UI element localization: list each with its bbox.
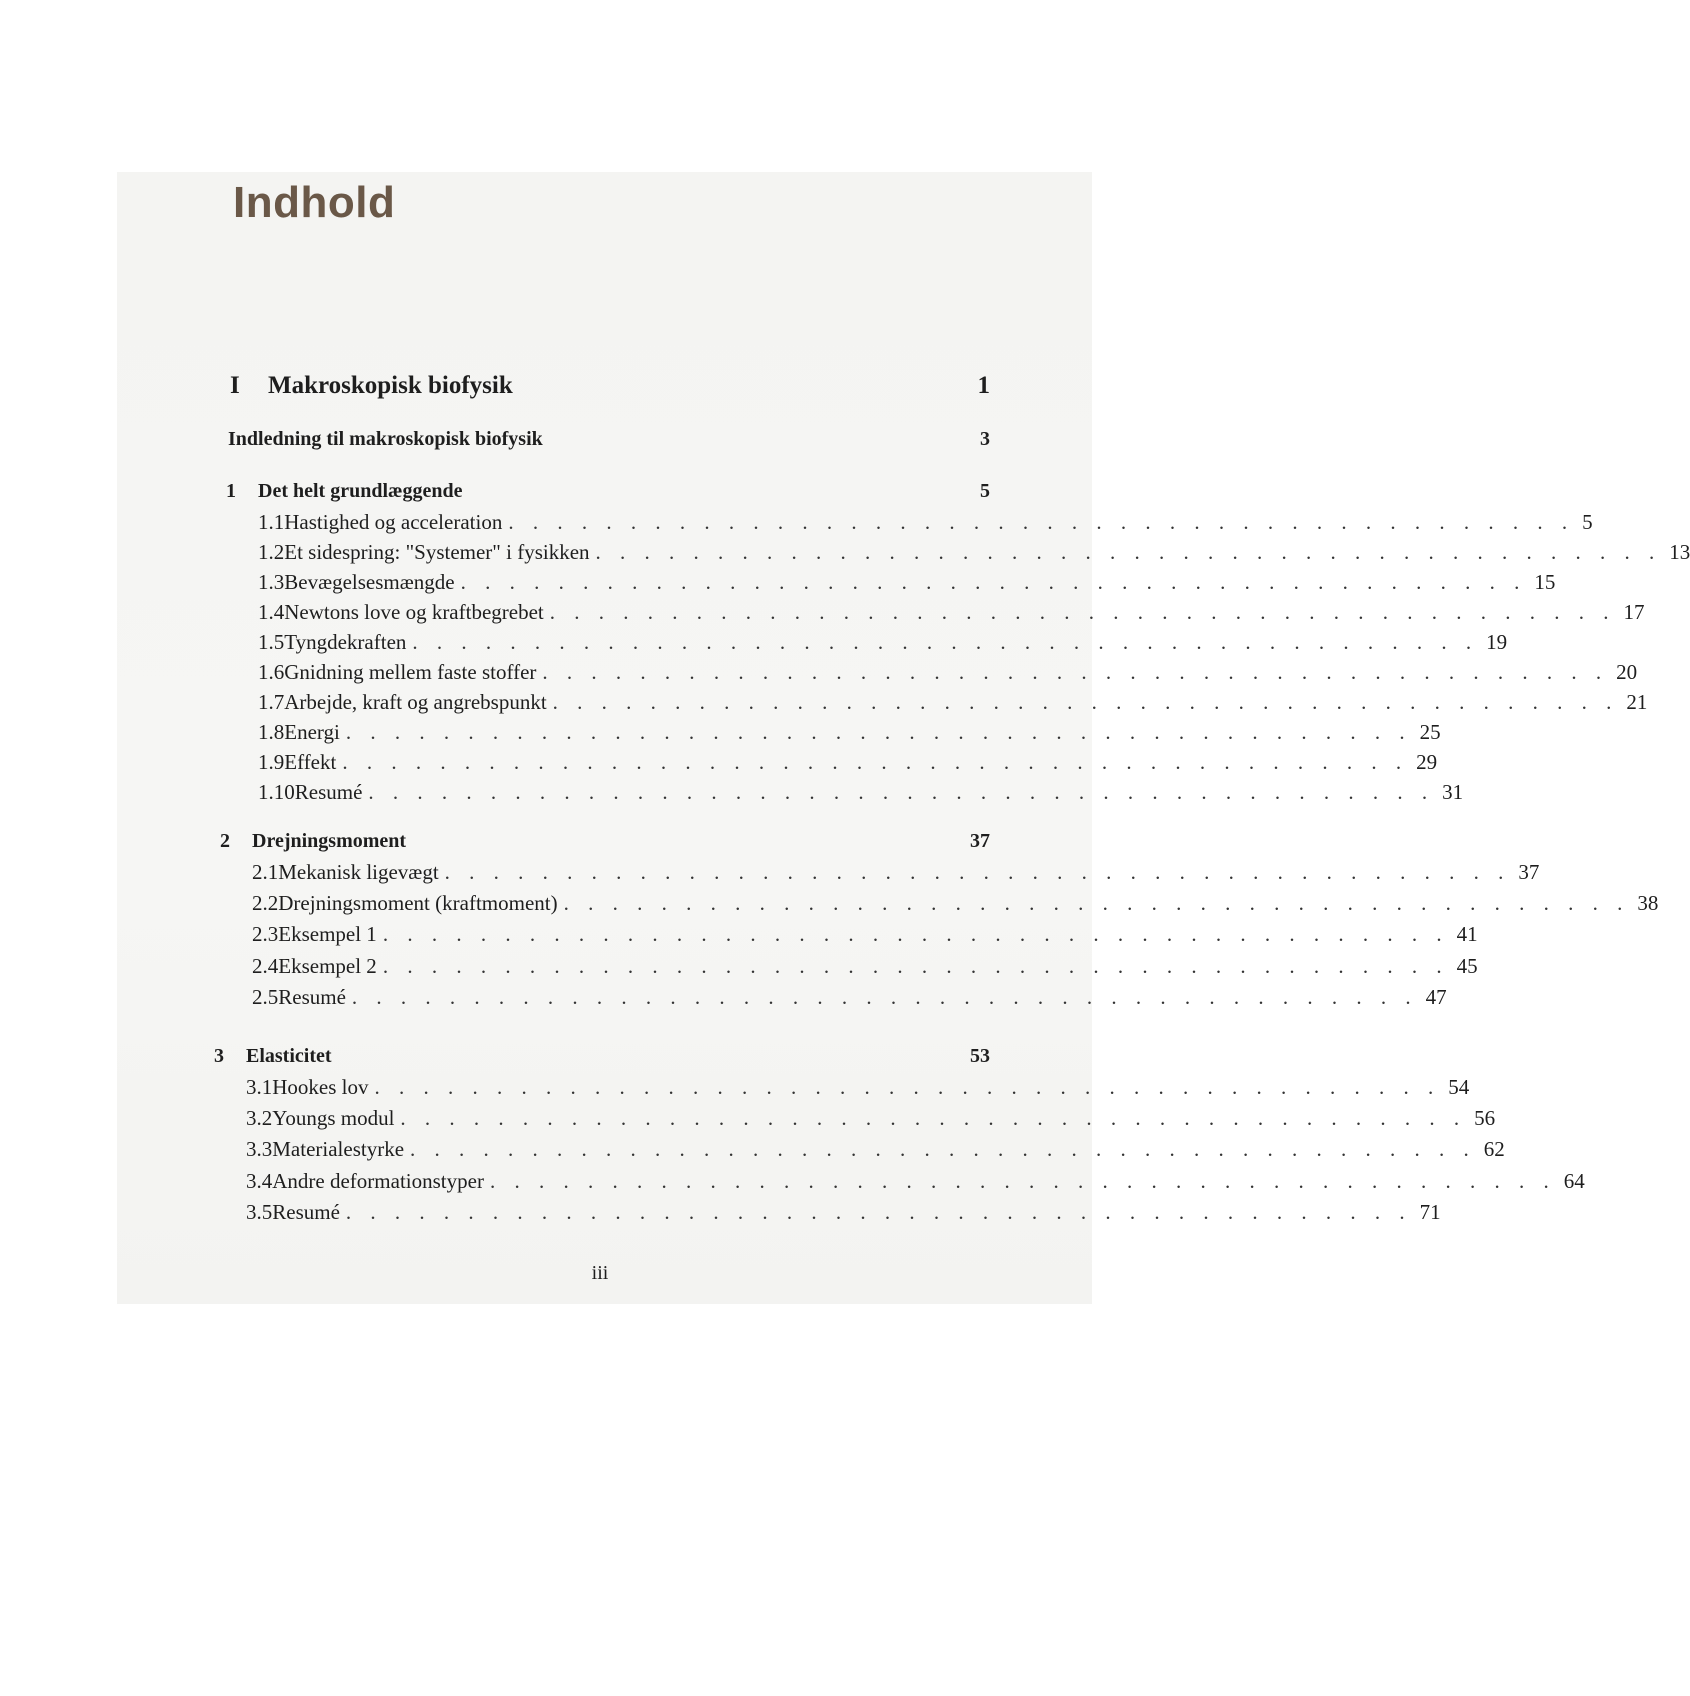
section-page: 41 [1456, 922, 1478, 947]
section-number: 1.4 [258, 600, 285, 624]
dot-leader: . . . . . . . . . . . . . . . . . . . . . . . . . . . . . . . . . . . . . . . . . . . . [351, 984, 1418, 1009]
section-title: Newtons love og kraftbegrebet [284, 600, 544, 624]
section-number: 3.4 [246, 1168, 273, 1193]
part-number: I [230, 372, 240, 399]
section-title: Materialestyrke [272, 1137, 405, 1162]
section-page: 38 [1637, 891, 1659, 916]
dot-leader: . . . . . . . . . . . . . . . . . . . . . . . . . . . . . . . . . . . . . . . . . . . . [345, 720, 1412, 744]
section-title: Resumé [294, 780, 363, 804]
section-number: 1.7 [258, 690, 285, 714]
dot-leader: . . . . . . . . . . . . . . . . . . . . . . . . . . . . . . . . . . . . . . . . . . . . [549, 600, 1616, 624]
section-title: Effekt [284, 750, 337, 774]
toc-section-entry[interactable] [258, 570, 1556, 600]
section-title: Gnidning mellem faste stoffer [284, 660, 537, 684]
toc-chapter-entry[interactable] [214, 1045, 990, 1075]
chapter-number: 2 [220, 830, 230, 852]
section-page: 15 [1534, 570, 1556, 594]
section-number: 1.2 [258, 540, 285, 564]
section-title: Eksempel 2 [278, 953, 377, 978]
toc-section-entry[interactable] [246, 1106, 1496, 1136]
toc-section-entry[interactable] [246, 1168, 1585, 1199]
toc-section-entry[interactable] [258, 660, 1638, 690]
section-number: 2.1 [252, 860, 279, 884]
toc-section-entry[interactable] [258, 540, 1690, 570]
section-title: Resumé [278, 984, 346, 1009]
section-page: 56 [1474, 1106, 1496, 1131]
section-page: 62 [1483, 1137, 1505, 1162]
toc-section-entry[interactable] [258, 750, 1438, 780]
section-title: Resumé [272, 1199, 340, 1224]
dot-leader: . . . . . . . . . . . . . . . . . . . . . . . . . . . . . . . . . . . . . . . . . . . . [342, 750, 1409, 774]
section-title: Energi [284, 720, 340, 744]
toc-section-entry[interactable] [252, 984, 1447, 1015]
chapter-page: 53 [970, 1045, 990, 1067]
section-title: Hookes lov [272, 1075, 369, 1099]
dot-leader: . . . . . . . . . . . . . . . . . . . . . . . . . . . . . . . . . . . . . . . . . . . . [410, 1137, 1476, 1162]
section-title: Drejningsmoment (kraftmoment) [278, 891, 558, 916]
section-page: 17 [1623, 600, 1645, 624]
section-number: 2.4 [252, 953, 279, 978]
toc-section-entry[interactable] [258, 690, 1648, 720]
dot-leader: . . . . . . . . . . . . . . . . . . . . . . . . . . . . . . . . . . . . . . . . . . . . [489, 1168, 1556, 1193]
toc-section-entry[interactable] [258, 720, 1441, 750]
toc-section-entry[interactable] [252, 953, 1478, 984]
toc-section-entry[interactable] [252, 860, 1540, 890]
section-page: 25 [1419, 720, 1441, 744]
dot-leader: . . . . . . . . . . . . . . . . . . . . . . . . . . . . . . . . . . . . . . . . . . . . [400, 1106, 1467, 1131]
section-page: 21 [1626, 690, 1648, 714]
section-page: 20 [1616, 660, 1638, 684]
section-title: Arbejde, kraft og angrebspunkt [284, 690, 547, 714]
chapter-title: Det helt grundlæggende [258, 480, 463, 502]
section-number: 1.5 [258, 630, 285, 654]
toc-section-entry[interactable] [246, 1137, 1505, 1167]
toc-intro-entry[interactable] [228, 428, 990, 458]
section-page: 71 [1419, 1199, 1441, 1224]
dot-leader: . . . . . . . . . . . . . . . . . . . . . . . . . . . . . . . . . . . . . . . . . . . . [382, 922, 1449, 947]
page-title: Indhold [233, 178, 396, 227]
toc-section-entry[interactable] [258, 630, 1508, 660]
dot-leader: . . . . . . . . . . . . . . . . . . . . . . . . . . . . . . . . . . . . . . . . . . . . [412, 630, 1479, 654]
intro-page: 3 [980, 428, 990, 450]
section-title: Youngs modul [272, 1106, 395, 1131]
chapter-number: 3 [214, 1045, 224, 1067]
dot-leader: . . . . . . . . . . . . . . . . . . . . . . . . . . . . . . . . . . . . . . . . . . . . [460, 570, 1527, 594]
chapter-page: 5 [980, 480, 990, 502]
toc-section-entry[interactable] [252, 891, 1659, 921]
section-number: 2.2 [252, 891, 279, 916]
dot-leader: . . . . . . . . . . . . . . . . . . . . . . . . . . . . . . . . . . . . . . . . . . . . [374, 1075, 1441, 1099]
dot-leader: . . . . . . . . . . . . . . . . . . . . . . . . . . . . . . . . . . . . . . . . . . . . [345, 1199, 1412, 1224]
dot-leader: . . . . . . . . . . . . . . . . . . . . . . . . . . . . . . . . . . . . . . . . . . . . [563, 891, 1630, 916]
toc-section-entry[interactable] [258, 600, 1645, 630]
section-title: Tyngdekraften [284, 630, 407, 654]
chapter-title: Elasticitet [246, 1045, 332, 1067]
section-title: Eksempel 1 [278, 922, 377, 947]
section-page: 64 [1563, 1168, 1585, 1193]
dot-leader: . . . . . . . . . . . . . . . . . . . . . . . . . . . . . . . . . . . . . . . . . . . . [508, 510, 1575, 534]
section-number: 3.3 [246, 1137, 273, 1162]
chapter-page: 37 [970, 830, 990, 852]
dot-leader: . . . . . . . . . . . . . . . . . . . . . . . . . . . . . . . . . . . . . . . . . . . . [368, 780, 1435, 804]
toc-section-entry[interactable] [258, 780, 1464, 810]
toc-section-entry[interactable] [258, 510, 1593, 540]
section-number: 1.10 [258, 780, 295, 804]
section-page: 54 [1448, 1075, 1470, 1099]
intro-title: Indledning til makroskopisk biofysik [228, 428, 543, 450]
section-title: Mekanisk ligevægt [278, 860, 439, 884]
section-number: 1.3 [258, 570, 285, 594]
section-title: Bevægelsesmængde [284, 570, 455, 594]
section-page: 47 [1425, 984, 1447, 1009]
chapter-title: Drejningsmoment [252, 830, 407, 852]
section-number: 1.9 [258, 750, 285, 774]
dot-leader: . . . . . . . . . . . . . . . . . . . . . . . . . . . . . . . . . . . . . . . . . . . . [444, 860, 1511, 884]
dot-leader: . . . . . . . . . . . . . . . . . . . . . . . . . . . . . . . . . . . . . . . . . . . . [595, 540, 1662, 564]
section-page: 5 [1582, 510, 1593, 534]
toc-chapter-entry[interactable] [226, 480, 990, 510]
section-number: 3.5 [246, 1199, 273, 1224]
section-page: 19 [1486, 630, 1508, 654]
dot-leader: . . . . . . . . . . . . . . . . . . . . . . . . . . . . . . . . . . . . . . . . . . . . [382, 953, 1449, 978]
dot-leader: . . . . . . . . . . . . . . . . . . . . . . . . . . . . . . . . . . . . . . . . . . . . [542, 660, 1609, 684]
toc-section-entry[interactable] [252, 922, 1478, 952]
part-page: 1 [977, 372, 990, 399]
section-page: 29 [1416, 750, 1438, 774]
section-page: 45 [1456, 953, 1478, 978]
section-number: 1.6 [258, 660, 285, 684]
section-number: 1.1 [258, 510, 285, 534]
section-title: Andre deformationstyper [272, 1168, 484, 1193]
toc-section-entry[interactable] [246, 1199, 1441, 1230]
section-title: Hastighed og acceleration [284, 510, 503, 534]
section-title: Et sidespring: "Systemer" i fysikken [284, 540, 590, 564]
toc-part-entry[interactable] [230, 372, 990, 402]
section-number: 2.3 [252, 922, 279, 947]
section-number: 1.8 [258, 720, 285, 744]
section-page: 31 [1442, 780, 1464, 804]
section-number: 3.1 [246, 1075, 273, 1099]
section-page: 37 [1518, 860, 1540, 884]
toc-chapter-entry[interactable] [220, 830, 990, 860]
part-title: Makroskopisk biofysik [268, 372, 513, 399]
chapter-number: 1 [226, 480, 236, 502]
section-page: 13 [1669, 540, 1690, 564]
page-number: iii [591, 1262, 609, 1284]
section-number: 2.5 [252, 984, 279, 1009]
dot-leader: . . . . . . . . . . . . . . . . . . . . . . . . . . . . . . . . . . . . . . . . . . . . [552, 690, 1619, 714]
toc-section-entry[interactable] [246, 1075, 1470, 1105]
section-number: 3.2 [246, 1106, 273, 1131]
